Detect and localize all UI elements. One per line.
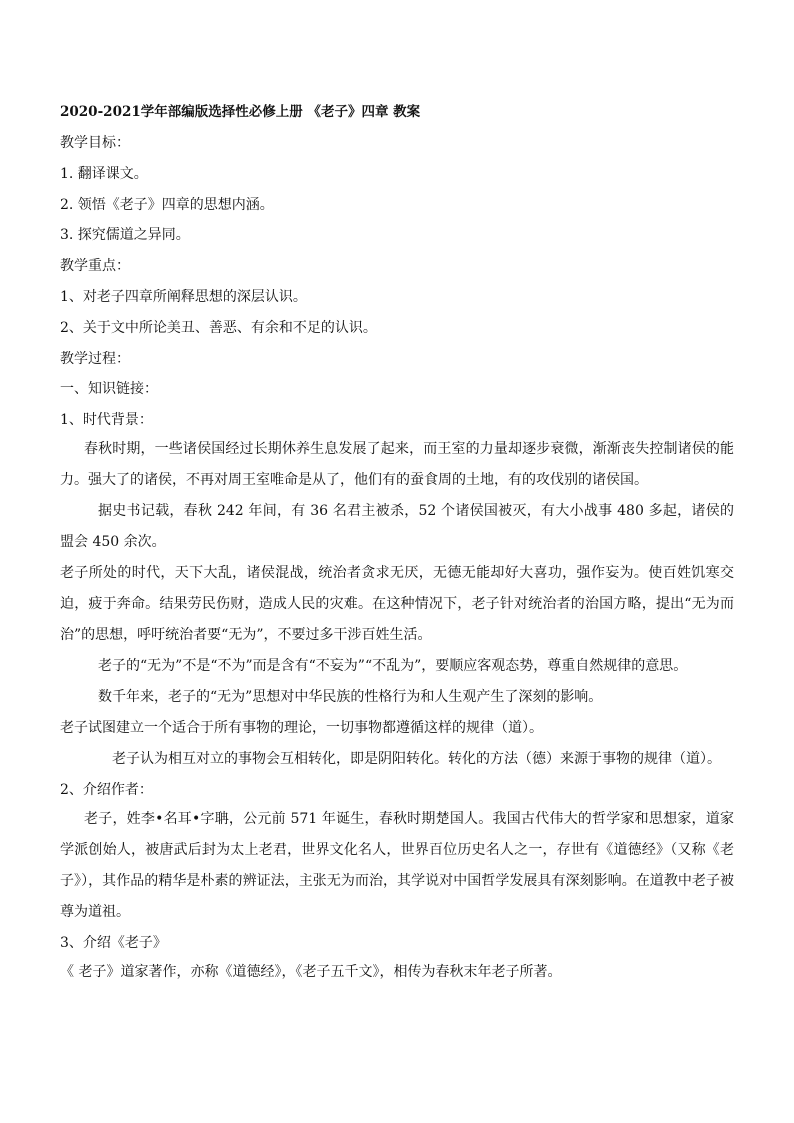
goal-item-3: 3. 探究儒道之异同。 [60, 227, 190, 244]
paragraph-laozi-book: 《 老子》道家著作，亦称《道德经》，《老子五千文》，相传为春秋末年老子所著。 [60, 964, 562, 981]
part-heading-knowledge: 一、知识链接： [60, 381, 158, 398]
goal-item-2: 2. 领悟《老子》四章的思想内涵。 [60, 196, 274, 213]
section-heading-goals: 教学目标： [60, 135, 130, 151]
document-page [60, 102, 734, 988]
paragraph-background-1: 春秋时期，一些诸侯国经过长期休养生息发展了起来，而王室的力量却逐步衰微，渐渐丧失控制诸侯的能力。强大了的诸侯，不再对周王室唯命是从了，他们有的蚕食周的土地，有的攻伐别的诸侯国。 [60, 441, 734, 489]
paragraph-author: 老子，姓李•名耳•字聃，公元前 571 年诞生，春秋时期楚国人。我国古代伟大的哲学家和思想家，道家学派创始人，被唐武后封为太上老君，世界文化名人，世界百位历史名人之一，存世有《道德经》（又称《老子》），其作品的精华是朴素的辨证法，主张无为而治，其学说对中国哲学发展具有深刻影响。在道教中老子被尊为道祖。 [60, 811, 734, 921]
goal-item-1: 1. 翻译课文。 [60, 165, 148, 182]
section-heading-focus: 教学重点： [60, 258, 130, 275]
paragraph-yinyang: 老子认为相互对立的事物会互相转化，即是阴阳转化。转化的方法（德）来源于事物的规律（道）。 [112, 751, 721, 768]
document-title: 2020-2021学年部编版选择性必修上册 《老子》四章 教案 [60, 104, 421, 120]
sub-heading-author: 2、介绍作者： [60, 782, 153, 799]
sub-heading-laozi-book: 3、介绍《老子》 [60, 935, 167, 952]
focus-item-1: 1、对老子四章所阐释思想的深层认识。 [60, 288, 307, 305]
paragraph-wuwei-meaning: 老子的“无为”不是“不为”而是含有“不妄为”“不乱为”，要顺应客观态势，尊重自然规律的意思。 [98, 658, 688, 675]
sub-heading-background: 1、时代背景： [60, 412, 153, 429]
focus-item-2: 2、关于文中所论美丑、善恶、有余和不足的认识。 [60, 319, 377, 336]
paragraph-wuwei-influence: 数千年来，老子的“无为”思想对中华民族的性格行为和人生观产生了深刻的影响。 [98, 689, 603, 706]
paragraph-dao-theory: 老子试图建立一个适合于所有事物的理论，一切事物都遵循这样的规律（道）。 [60, 720, 543, 737]
section-heading-process: 教学过程： [60, 350, 130, 367]
paragraph-background-2: 据史书记载，春秋 242 年间，有 36 名君主被杀，52 个诸侯国被灭，有大小战事 480 多起，诸侯的盟会 450 余次。 [60, 503, 734, 551]
paragraph-background-3: 老子所处的时代，天下大乱，诸侯混战，统治者贪求无厌，无德无能却好大喜功，强作妄为。使百姓饥寒交迫，疲于奔命。结果劳民伤财，造成人民的灾难。在这种情况下，老子针对统治者的治国方略，提出“无为而治”的思想，呼吁统治者要“无为”，不要过多干涉百姓生活。 [60, 565, 734, 644]
